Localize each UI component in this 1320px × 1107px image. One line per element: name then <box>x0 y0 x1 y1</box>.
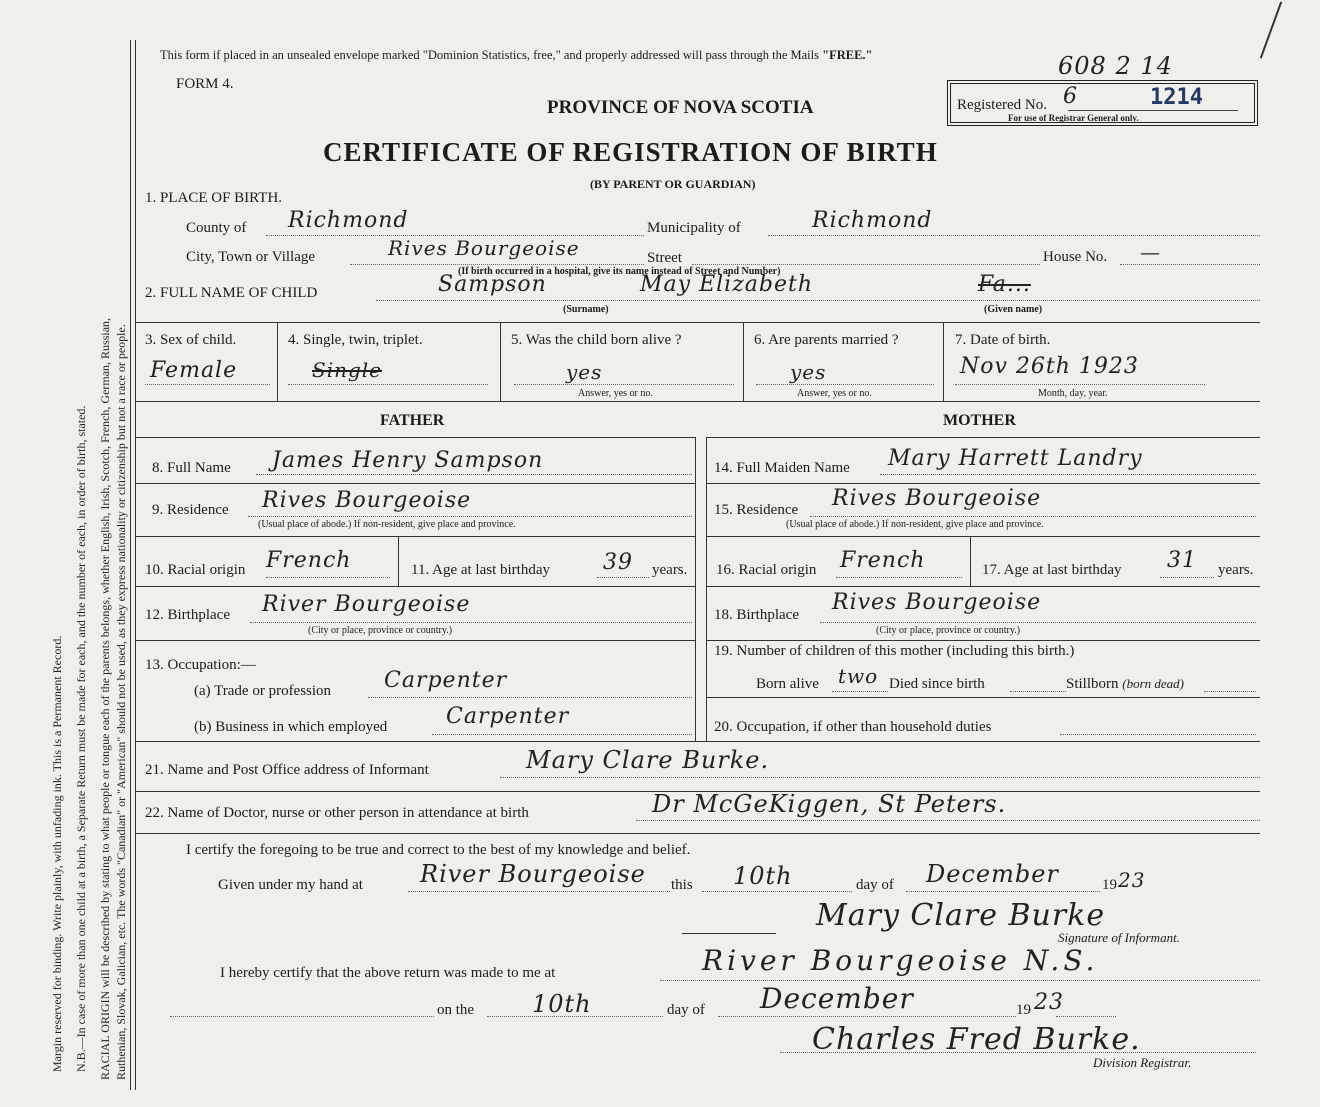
given-label: Given under my hand at <box>218 877 363 893</box>
mother-birthplace-value: Rives Bourgeoise <box>832 590 1042 615</box>
father-residence-rule <box>248 516 692 517</box>
married-answer-note: Answer, yes or no. <box>797 388 872 399</box>
mother-residence-rule <box>810 516 1256 517</box>
registered-label: Registered No. <box>957 97 1047 113</box>
informant-rule <box>500 777 1260 778</box>
father-trade-rule <box>368 697 692 698</box>
street-rule <box>692 264 1040 265</box>
province-title: PROVINCE OF NOVA SCOTIA <box>547 97 814 118</box>
father-birthplace-value: River Bourgeoise <box>262 592 471 617</box>
day-of2-label: day of <box>667 1002 705 1018</box>
father-racial-value: French <box>266 548 352 573</box>
mother-born-alive-label: Born alive <box>756 676 819 692</box>
mother-racial-divider <box>970 537 971 586</box>
house-value: — <box>1140 240 1161 264</box>
registrar-signature: Charles Fred Burke. <box>812 1022 1141 1057</box>
mother-rule-4 <box>706 640 1260 641</box>
year-value: 23 <box>1118 868 1146 892</box>
mother-birthplace-label: 18. Birthplace <box>714 607 799 623</box>
month-rule <box>906 891 1100 892</box>
surname-note: (Surname) <box>563 304 609 315</box>
father-name-label: 8. Full Name <box>152 460 231 476</box>
registrar-label: Division Registrar. <box>1093 1055 1192 1070</box>
father-years-label: years. <box>652 562 688 578</box>
father-occupation-label: 13. Occupation:— <box>145 657 256 673</box>
father-heading: FATHER <box>380 412 445 429</box>
street-label: Street <box>647 250 682 266</box>
married-label: 6. Are parents married ? <box>754 332 899 348</box>
mother-born-alive-value: two <box>838 664 879 688</box>
father-racial-divider <box>398 537 399 586</box>
registrar-note: For use of Registrar General only. <box>1008 113 1139 123</box>
subtitle: (BY PARENT OR GUARDIAN) <box>590 177 756 191</box>
city-value: Rives Bourgeoise <box>388 236 580 260</box>
mail-notice: This form if placed in an unsealed envelope marked "Dominion Statistics, free," and properly addressed will pass through the Mails "FREE." <box>160 48 873 62</box>
dob-label: 7. Date of birth. <box>955 332 1051 348</box>
alive-value: yes <box>566 360 603 384</box>
day-rule <box>702 891 852 892</box>
left-border-outer <box>130 40 131 1090</box>
row-top-rule <box>136 322 1260 323</box>
mother-racial-label: 16. Racial origin <box>716 562 817 578</box>
place-heading: 1. PLACE OF BIRTH. <box>145 190 283 206</box>
day-value: 10th <box>733 862 793 890</box>
corner-number: 608 2 14 <box>1058 52 1173 80</box>
mother-rule-3 <box>706 586 1260 587</box>
father-age-value: 39 <box>603 550 633 575</box>
dob-value: Nov 26th 1923 <box>960 354 1139 379</box>
mother-age-rule <box>1160 577 1214 578</box>
mother-city-note: (City or place, province or country.) <box>876 625 1021 636</box>
father-racial-rule <box>266 577 390 578</box>
registered-line <box>1068 110 1238 111</box>
mother-born-alive-rule <box>832 691 888 692</box>
informant-signature-label: Signature of Informant. <box>1058 930 1180 945</box>
father-rule-2 <box>136 536 696 537</box>
father-business-rule <box>432 734 692 735</box>
certify-text: I certify the foregoing to be true and correct to the best of my knowledge and belief. <box>186 842 691 858</box>
registered-stamp-number: 1214 <box>1150 85 1203 110</box>
alive-answer-note: Answer, yes or no. <box>578 388 653 399</box>
given-place-value: River Bourgeoise <box>420 860 646 888</box>
father-racial-label: 10. Racial origin <box>145 562 246 578</box>
box-divider-3 <box>743 323 744 401</box>
single-value: Single <box>312 358 383 382</box>
mother-rule-1 <box>706 483 1260 484</box>
year2-value: 23 <box>1034 990 1064 1015</box>
city-label: City, Town or Village <box>186 249 316 265</box>
mother-died-label: Died since birth <box>889 676 985 692</box>
doctor-bottom-rule <box>136 833 1260 834</box>
father-birthplace-label: 12. Birthplace <box>145 607 230 623</box>
sex-value: Female <box>150 358 238 383</box>
father-top-rule <box>136 437 696 438</box>
month2-rule <box>718 1016 1016 1017</box>
on-the-label: on the <box>437 1002 475 1018</box>
single-rule <box>288 384 488 385</box>
father-rule-3 <box>136 586 696 587</box>
margin-nb-text: N.B.—In case of more than one child at a birth, a Separate Return must be made for each, and the number of each, in order of birth, stated. <box>74 405 88 1072</box>
margin-binding-text: Margin reserved for binding. Write plainly, with unfading ink. This is a Permanent Record. <box>50 635 64 1072</box>
box-divider-1 <box>277 323 278 401</box>
day2-value: 10th <box>532 990 592 1018</box>
on-the-lead-rule <box>170 1016 434 1017</box>
mother-name-label: 14. Full Maiden Name <box>714 460 850 476</box>
married-rule <box>756 384 934 385</box>
municipality-value: Richmond <box>812 208 933 233</box>
county-label: County of <box>186 220 247 236</box>
father-name-rule <box>256 474 692 475</box>
hereby-place-rule <box>660 980 1260 981</box>
hospital-note: (If birth occurred in a hospital, give its name instead of Street and Number) <box>458 266 781 277</box>
mother-occupation-label: 20. Occupation, if other than household duties <box>714 719 992 735</box>
day-of-label: day of <box>856 877 894 893</box>
mother-abode-note: (Usual place of abode.) If non-resident, give place and province. <box>786 519 1044 530</box>
year-prefix: 19 <box>1102 877 1117 893</box>
margin-racial-text-1: RACIAL ORIGIN will be described by stating to what people or tongue each of the parents belongs, whether English, Irish, Scotch, French, German, Russian, <box>98 317 112 1080</box>
mother-age-value: 31 <box>1167 548 1197 573</box>
father-name-value: James Henry Sampson <box>272 448 544 473</box>
house-rule <box>1120 264 1260 265</box>
mother-stillborn-label: Stillborn (born dead) <box>1066 676 1185 692</box>
child-surname-value: Sampson <box>438 272 547 297</box>
father-city-note: (City or place, province or country.) <box>308 625 453 636</box>
doctor-value: Dr McGeKiggen, St Peters. <box>652 790 1007 818</box>
mother-occupation-rule <box>1060 734 1256 735</box>
mother-rule-2 <box>706 536 1260 537</box>
alive-label: 5. Was the child born alive ? <box>511 332 682 348</box>
mother-racial-value: French <box>840 548 926 573</box>
row-bottom-rule <box>136 401 1260 402</box>
father-abode-note: (Usual place of abode.) If non-resident, give place and province. <box>258 519 516 530</box>
mother-rule-5 <box>706 697 1260 698</box>
given-place-rule <box>408 891 670 892</box>
hereby-label: I hereby certify that the above return was made to me at <box>220 965 556 981</box>
father-trade-value: Carpenter <box>384 668 508 693</box>
father-rule-1 <box>136 483 696 484</box>
mother-name-rule <box>880 474 1256 475</box>
mother-age-label: 17. Age at last birthday <box>982 562 1122 578</box>
dob-rule <box>955 384 1205 385</box>
father-residence-value: Rives Bourgeoise <box>262 488 472 513</box>
registrar-signature-rule <box>780 1052 1256 1053</box>
father-trade-label: (a) Trade or profession <box>194 683 332 699</box>
mother-heading: MOTHER <box>943 412 1016 429</box>
child-given-value: May Elizabeth <box>640 272 814 297</box>
hereby-place-value: River Bourgeoise N.S. <box>702 944 1099 977</box>
mother-name-value: Mary Harrett Landry <box>888 446 1143 471</box>
house-label: House No. <box>1043 249 1108 265</box>
registered-hand-number: 6 <box>1063 84 1078 109</box>
mother-top-rule <box>706 437 1260 438</box>
municipality-label: Municipality of <box>647 220 741 236</box>
child-name-label: 2. FULL NAME OF CHILD <box>145 285 318 301</box>
mother-racial-rule <box>836 577 962 578</box>
page-title: CERTIFICATE OF REGISTRATION OF BIRTH <box>323 137 938 167</box>
form-label: FORM 4. <box>176 76 234 92</box>
sex-rule <box>145 384 270 385</box>
doctor-rule <box>636 820 1260 821</box>
left-border-inner <box>135 40 136 1090</box>
this-label: this <box>671 877 693 893</box>
month-value: December <box>926 860 1059 888</box>
year2-rule <box>1056 1016 1116 1017</box>
father-residence-label: 9. Residence <box>152 502 229 518</box>
box-divider-4 <box>943 323 944 401</box>
dob-note: Month, day, year. <box>1038 388 1108 399</box>
month2-value: December <box>760 982 914 1015</box>
box-divider-2 <box>500 323 501 401</box>
single-label: 4. Single, twin, triplet. <box>288 332 423 348</box>
father-age-label: 11. Age at last birthday <box>411 562 550 578</box>
county-value: Richmond <box>288 208 409 233</box>
mother-years-label: years. <box>1218 562 1254 578</box>
municipality-rule <box>768 235 1260 236</box>
year2-prefix: 19 <box>1016 1002 1031 1018</box>
mother-died-rule <box>1010 691 1066 692</box>
mother-birthplace-rule <box>820 622 1256 623</box>
city-rule <box>350 264 644 265</box>
sex-label: 3. Sex of child. <box>145 332 237 348</box>
father-rule-4 <box>136 640 696 641</box>
parents-bottom-rule <box>136 741 1260 742</box>
informant-value: Mary Clare Burke. <box>526 746 770 774</box>
informant-signature-rule <box>682 933 776 934</box>
informant-label: 21. Name and Post Office address of Informant <box>145 762 429 778</box>
mother-residence-value: Rives Bourgeoise <box>832 486 1042 511</box>
alive-rule <box>514 384 734 385</box>
child-name-rule <box>376 300 1260 301</box>
given-note: (Given name) <box>984 304 1043 315</box>
married-value: yes <box>790 360 827 384</box>
child-struck-value: Fa... <box>978 272 1031 297</box>
mother-residence-label: 15. Residence <box>714 502 799 518</box>
mother-stillborn-rule <box>1204 691 1256 692</box>
margin-racial-text-2: Ruthenian, Slovak, Galician, etc. The words "Canadian" or "American" should not be used, as they express nationality or citizenship but not a race or people. <box>114 324 128 1080</box>
father-business-label: (b) Business in which employed <box>194 719 388 735</box>
right-edge-mark <box>1260 1 1282 58</box>
mother-children-label: 19. Number of children of this mother (including this birth.) <box>714 643 1075 659</box>
father-business-value: Carpenter <box>446 704 570 729</box>
informant-signature: Mary Clare Burke <box>816 898 1106 933</box>
doctor-label: 22. Name of Doctor, nurse or other person in attendance at birth <box>145 805 529 821</box>
father-age-rule <box>597 577 649 578</box>
father-birthplace-rule <box>250 622 692 623</box>
